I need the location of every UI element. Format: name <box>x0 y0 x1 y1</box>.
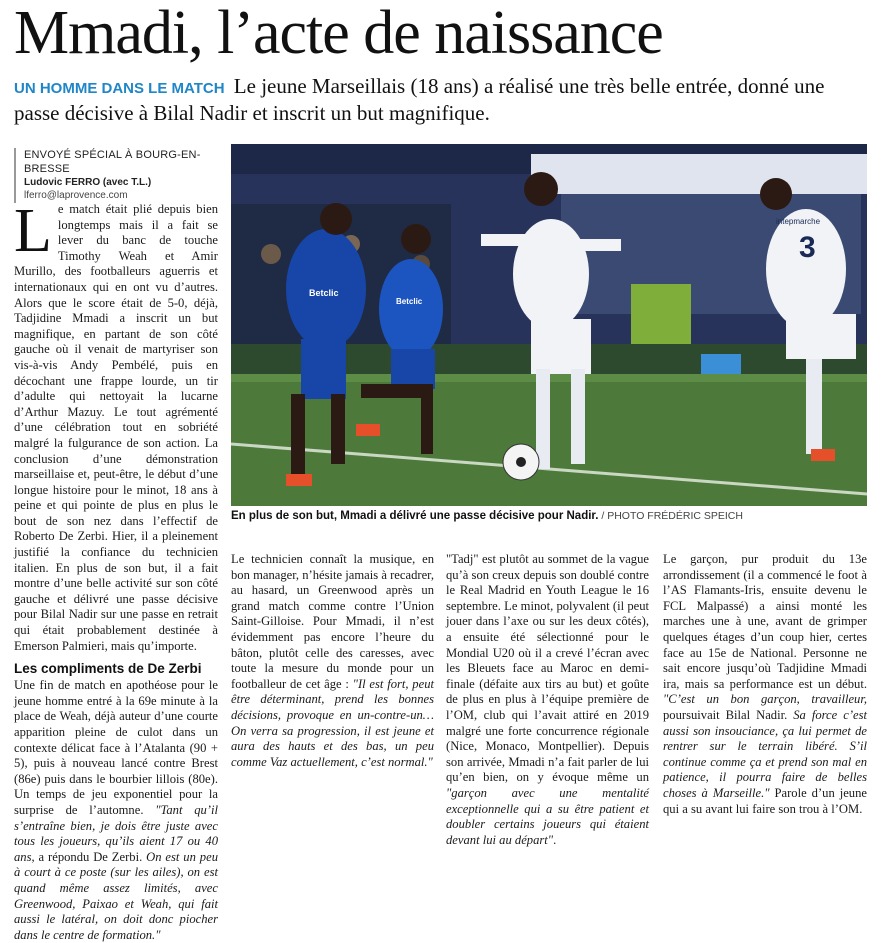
kicker: UN HOMME DANS LE MATCH <box>14 80 225 97</box>
headline: Mmadi, l’acte de naissance <box>14 0 663 67</box>
article-paragraph <box>446 552 649 848</box>
article-paragraph <box>14 678 218 943</box>
quote-text: "Il est fort, peut être déterminant, prend les bonnes décisions, provoque en un-contre-un… On verra sa progression, il est jeune et aura des hauts et des bas, un peu comme Vaz actuellement, c’est normal." <box>231 676 434 769</box>
subhead: Les compliments de De Zerbi <box>14 661 202 677</box>
quote-text: "garçon avec une mentalité exceptionnelle qui a su être patient et doubler certains joueurs qui étaient devant lui au départ" <box>446 785 649 847</box>
standfirst-text: Le jeune Marseillais (18 ans) a réalisé une très belle entrée, donné une passe décisive à Bilal Nadir et inscrit un but magnifique. <box>14 74 825 125</box>
paragraph-text: Le garçon, pur produit du 13e arrondissement (il a commencé le foot à l’AS Flamants-Iris, ensuite devenu le FCL Malpassé) a ainsi monté les marches une à une, avant de grimper quelques étages d’un coup hier, certes face au 15e de National. Personne ne sait encore jusqu’où Tadjidine Mmadi ira, mais sa performance est un début. <box>663 552 867 691</box>
paragraph-text: Parole d’un jeune qui a su avant lui faire son trou à l’OM. <box>663 785 867 816</box>
paragraph-text: "Tadj" est plutôt au sommet de la vague qu’à son creux depuis son doublé contre le Real Madrid en Youth League le 16 septembre. Le minot, polyvalent (il peut jouer dans l’axe ou sur les deux côtés), a ensuite été sélectionné pour le Mondial U20 où il a crevé l’écran avec les Bleuets face au Maroc en demi-finale (défaite aux tirs au but) et goûte de plus en plus à l’équipe première de l’OM, club qui l’avait attiré en 2019 malgré une forte concurrence régionale (Nice, Monaco, Montpellier). Depuis son arrivée, Mmadi n’a fait parler de lui qu’en bien, on y évoque même un <box>446 552 649 785</box>
article-column-2 <box>231 552 434 770</box>
paragraph-text: a répondu De Zerbi. <box>34 849 147 864</box>
paragraph-text: . <box>553 832 557 847</box>
shirt-sponsor-1: Betclic <box>309 288 339 298</box>
quote-text: "C’est un bon garçon, travailleur, <box>663 692 867 707</box>
drop-cap: L <box>14 197 52 265</box>
jersey-number: 3 <box>799 231 816 264</box>
caption-text: En plus de son but, Mmadi a délivré une passe décisive pour Nadir. <box>231 510 599 522</box>
photo-credit: / PHOTO FRÉDÉRIC SPEICH <box>598 510 743 522</box>
standfirst <box>14 74 874 126</box>
quote-text: Sa force c’est aussi son insouciance, ça lui permet de rentrer sur le terrain libéré. S’il continue comme ça et prend son mal en patience, il pourra faire de belles choses à Marseille." <box>663 707 867 800</box>
byline-email: lferro@laprovence.com <box>24 190 128 201</box>
byline <box>14 148 224 203</box>
paragraph-text: poursuivait Bilal Nadir. <box>663 707 794 722</box>
match-photo <box>231 144 867 506</box>
article-paragraph <box>663 552 867 817</box>
shirt-sponsor-2: Betclic <box>396 297 423 306</box>
article-column-1 <box>14 197 218 943</box>
quote-text: On est un peu à court à ce poste (sur les ailes), on est quand même assez limités, avec Greenwood, Paixao et Weah, qui fait aussi le latéral, on doit donc piocher dans le centre de formation." <box>14 849 218 942</box>
jersey-ad: intepmarche <box>776 217 821 226</box>
paragraph-text: Le technicien connaît la musique, en bon manager, n’hésite jamais à recadrer, au hasard, un Greenwood après un grand match comme contre l’Union Saint-Gilloise. Pour Mmadi, il n’est évidemment pas encore l’heure du bâton, plutôt celle des caresses, avec toute la mesure du monde pour un footballeur de cet âge : <box>231 552 434 691</box>
article-paragraph <box>14 197 218 654</box>
photo-caption <box>231 509 871 524</box>
paragraph-text: Une fin de match en apothéose pour le jeune homme entré à la 69e minute à la place de Weah, déjà auteur d’une courte apparition pleine de culot dans un contexte délicat face à l’Atalanta (90 + 5), puis à nouveau lancé contre Brest (86e) puis dans le bourbier lillois (80e). Un temps de jeu exponentiel pour la surprise de l’automne. <box>14 678 218 817</box>
paragraph-text: e match était plié depuis bien longtemps mais il a fait se lever du banc de touche Timothy Weah et Amir Murillo, des footballeurs aguerris et internationaux qui en ont vu d’autres. Alors que le score était de 5-0, déjà, Tadjidine Mmadi a inscrit un but magnifique, en partant de son côté gauche où il venait de martyriser son vis-à-vis Andy Pembélé, puis en décochant une frappe lourde, un tir d’adulte qui nettoyait la lucarne d’Arthur Mazuy. Le tout agrémenté d’une célébration tout en sobriété malgré la fulgurance de son action. La conclusion d’une démonstration marseillaise et, peut-être, le début d’une longue histoire pour le minot, 18 ans à peine et qui pointe de plus en plus le bout de son nez dans l’effectif de Roberto De Zerbi. Hier, il a pleinement justifié la confiance du technicien italien. En plus de son but, il a fait montre d’une belle activité sur son côté gauche et délivré une passe décisive pour Bilal Nadir sur une passe en retrait qui était probablement destinée à Emerson Palmieri, mais qu’importe. <box>14 202 218 653</box>
article-paragraph <box>231 552 434 770</box>
byline-dateline: ENVOYÉ SPÉCIAL À BOURG-EN-BRESSE <box>24 149 201 175</box>
article-column-4 <box>663 552 867 817</box>
quote-text: "Tant qu’il s’entraîne bien, je dois être juste avec tous les joueurs, qu’ils aient 17 ou 40 ans, <box>14 802 218 864</box>
byline-author: Ludovic FERRO (avec T.L.) <box>24 177 152 188</box>
article-column-3 <box>446 552 649 848</box>
